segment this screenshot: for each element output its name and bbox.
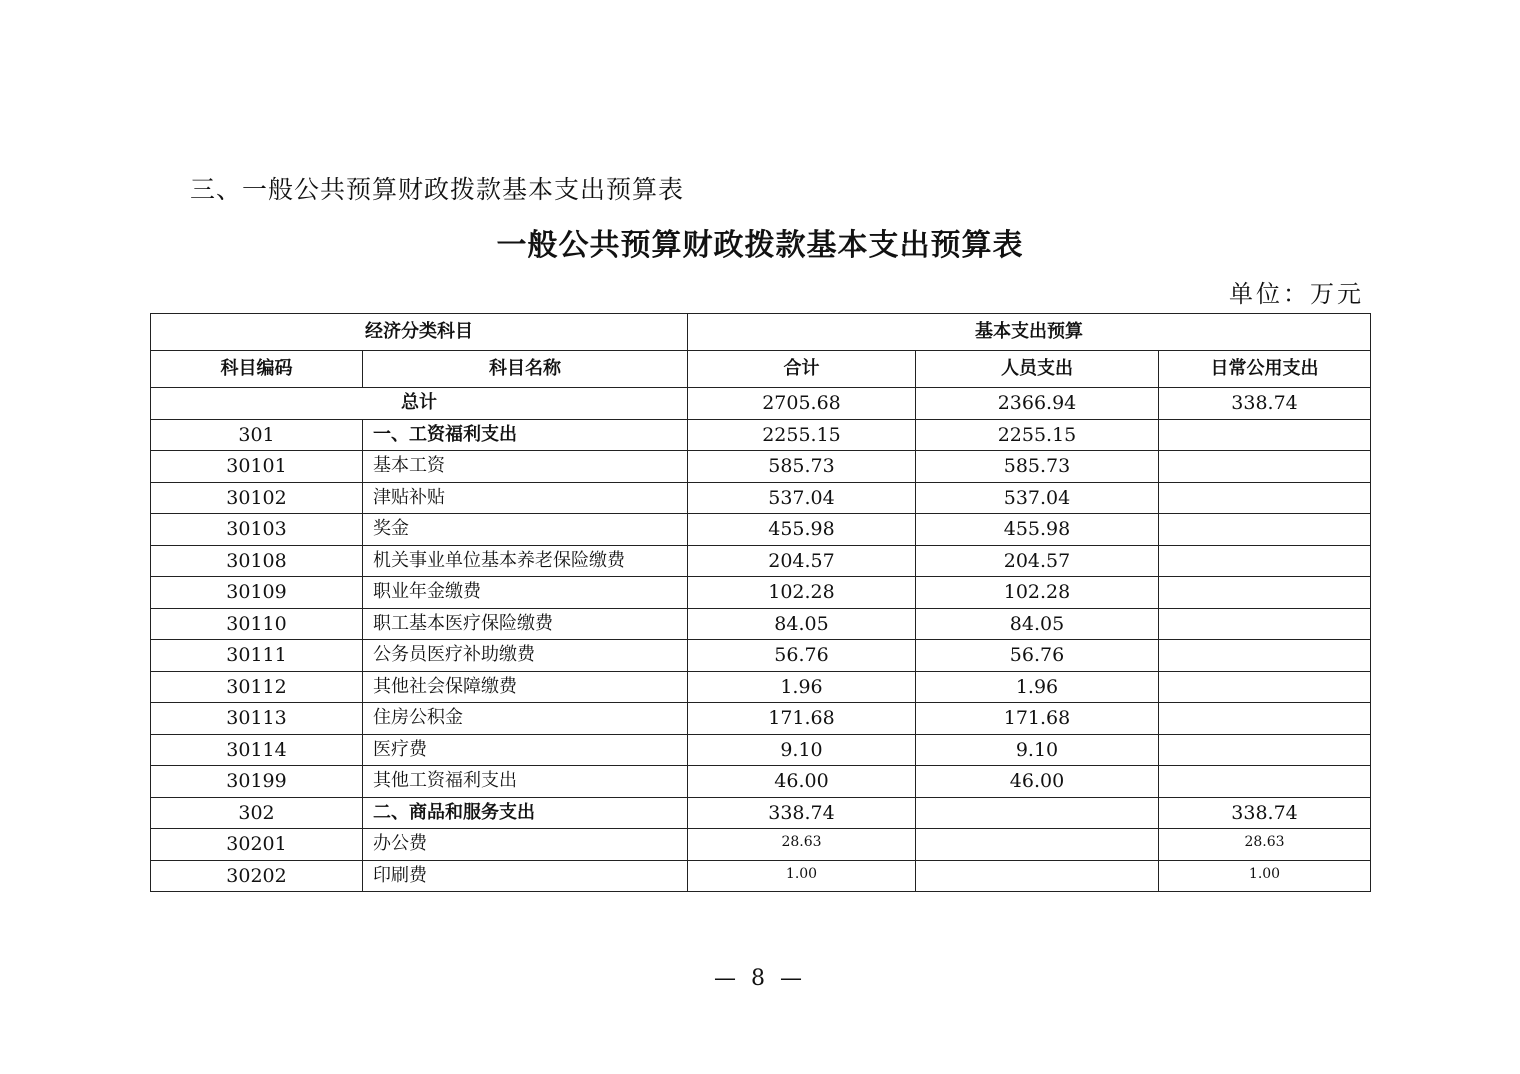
total-row	[151, 388, 1371, 420]
row-personnel: 171.68	[916, 703, 1159, 735]
row-total: 171.68	[688, 703, 916, 735]
total-label: 总计	[151, 388, 688, 420]
row-public	[1159, 608, 1371, 640]
row-public: 1.00	[1159, 860, 1371, 892]
row-public	[1159, 703, 1371, 735]
row-code: 30103	[151, 514, 363, 546]
row-personnel: 9.10	[916, 734, 1159, 766]
row-personnel: 537.04	[916, 482, 1159, 514]
row-public	[1159, 640, 1371, 672]
row-name: 职工基本医疗保险缴费	[363, 608, 688, 640]
row-name: 职业年金缴费	[363, 577, 688, 609]
row-public	[1159, 766, 1371, 798]
row-personnel: 2255.15	[916, 419, 1159, 451]
row-code: 30102	[151, 482, 363, 514]
row-total: 2255.15	[688, 419, 916, 451]
row-total: 204.57	[688, 545, 916, 577]
row-code: 30114	[151, 734, 363, 766]
row-personnel	[916, 829, 1159, 861]
table-row	[151, 545, 1371, 577]
row-total: 585.73	[688, 451, 916, 483]
row-total: 1.96	[688, 671, 916, 703]
table-row	[151, 671, 1371, 703]
row-total: 102.28	[688, 577, 916, 609]
row-total: 537.04	[688, 482, 916, 514]
row-total: 28.63	[688, 829, 916, 861]
table-row	[151, 482, 1371, 514]
header-group-row	[151, 314, 1371, 351]
row-total: 455.98	[688, 514, 916, 546]
row-personnel: 455.98	[916, 514, 1159, 546]
row-code: 30109	[151, 577, 363, 609]
row-name: 奖金	[363, 514, 688, 546]
row-public	[1159, 545, 1371, 577]
column-header-name: 科目名称	[363, 351, 688, 388]
table-row	[151, 860, 1371, 892]
column-header-personnel: 人员支出	[916, 351, 1159, 388]
row-public: 338.74	[1159, 797, 1371, 829]
total-amount: 2705.68	[688, 388, 916, 420]
row-public	[1159, 451, 1371, 483]
header-basic-expenditure-budget: 基本支出预算	[688, 314, 1371, 351]
row-name: 其他工资福利支出	[363, 766, 688, 798]
row-public	[1159, 734, 1371, 766]
row-public	[1159, 482, 1371, 514]
row-code: 302	[151, 797, 363, 829]
column-header-public: 日常公用支出	[1159, 351, 1371, 388]
row-name: 基本工资	[363, 451, 688, 483]
row-public	[1159, 419, 1371, 451]
row-name: 津贴补贴	[363, 482, 688, 514]
budget-table	[150, 313, 1371, 892]
row-code: 30201	[151, 829, 363, 861]
row-name: 一、工资福利支出	[363, 419, 688, 451]
table-row	[151, 766, 1371, 798]
table-row	[151, 640, 1371, 672]
table-row	[151, 419, 1371, 451]
row-name: 医疗费	[363, 734, 688, 766]
row-name: 机关事业单位基本养老保险缴费	[363, 545, 688, 577]
table-row	[151, 451, 1371, 483]
table-row	[151, 608, 1371, 640]
total-public: 338.74	[1159, 388, 1371, 420]
row-personnel	[916, 860, 1159, 892]
row-public: 28.63	[1159, 829, 1371, 861]
row-public	[1159, 514, 1371, 546]
row-total: 1.00	[688, 860, 916, 892]
row-code: 30101	[151, 451, 363, 483]
row-personnel: 1.96	[916, 671, 1159, 703]
row-total: 84.05	[688, 608, 916, 640]
row-name: 办公费	[363, 829, 688, 861]
row-total: 9.10	[688, 734, 916, 766]
row-name: 住房公积金	[363, 703, 688, 735]
document-title: 一般公共预算财政拨款基本支出预算表	[496, 228, 1024, 263]
row-personnel: 56.76	[916, 640, 1159, 672]
row-personnel: 204.57	[916, 545, 1159, 577]
page-number: — 8 —	[714, 966, 806, 991]
row-personnel: 46.00	[916, 766, 1159, 798]
row-code: 30113	[151, 703, 363, 735]
row-code: 301	[151, 419, 363, 451]
row-code: 30112	[151, 671, 363, 703]
row-name: 其他社会保障缴费	[363, 671, 688, 703]
row-code: 30110	[151, 608, 363, 640]
table-row	[151, 797, 1371, 829]
column-header-total: 合计	[688, 351, 916, 388]
header-column-row	[151, 351, 1371, 388]
table-row	[151, 734, 1371, 766]
row-personnel: 102.28	[916, 577, 1159, 609]
row-personnel	[916, 797, 1159, 829]
row-total: 56.76	[688, 640, 916, 672]
row-public	[1159, 577, 1371, 609]
row-name: 印刷费	[363, 860, 688, 892]
table-row	[151, 514, 1371, 546]
row-code: 30202	[151, 860, 363, 892]
table-row	[151, 829, 1371, 861]
table-row	[151, 577, 1371, 609]
table-row	[151, 703, 1371, 735]
row-name: 二、商品和服务支出	[363, 797, 688, 829]
row-personnel: 585.73	[916, 451, 1159, 483]
row-total: 338.74	[688, 797, 916, 829]
row-personnel: 84.05	[916, 608, 1159, 640]
total-personnel: 2366.94	[916, 388, 1159, 420]
row-total: 46.00	[688, 766, 916, 798]
row-code: 30199	[151, 766, 363, 798]
row-code: 30108	[151, 545, 363, 577]
row-public	[1159, 671, 1371, 703]
row-name: 公务员医疗补助缴费	[363, 640, 688, 672]
column-header-code: 科目编码	[151, 351, 363, 388]
section-heading: 三、一般公共预算财政拨款基本支出预算表	[190, 175, 685, 204]
unit-label: 单位：万元	[1229, 280, 1364, 308]
row-code: 30111	[151, 640, 363, 672]
header-economic-classification: 经济分类科目	[151, 314, 688, 351]
